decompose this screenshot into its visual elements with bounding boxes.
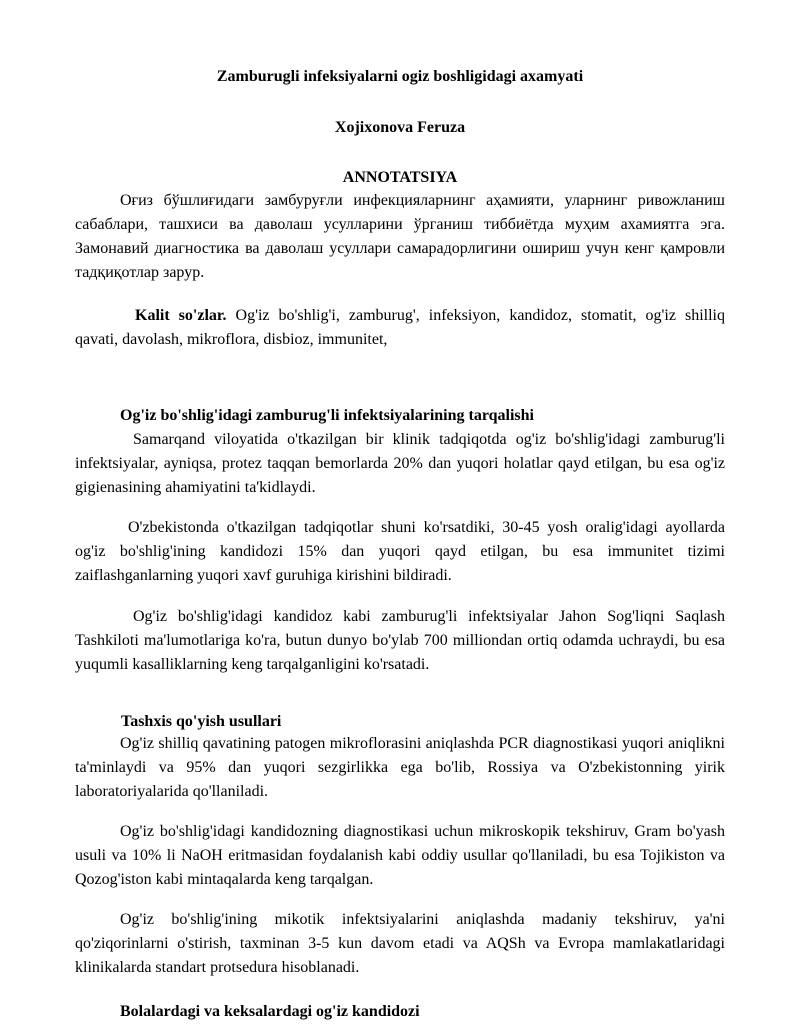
body-paragraph: O'zbekistonda o'tkazilgan tadqiqotlar shuni ko'rsatdiki, 30-45 yosh oralig'idagi ayollarda og'iz bo'shlig'ining kandidozi 15% dan yuqori qayd etilgan, bu esa immunitet tizimi zaiflashganlarning yuqori xavf guruhiga kirishini bildiradi. [75, 519, 725, 584]
body-paragraph: Og'iz bo'shlig'idagi kandidozning diagnostikasi uchun mikroskopik tekshiruv, Gram bo'yash usuli va 10% li NaOH eritmasidan foydalanish kabi oddiy usullar qo'llaniladi, bu esa Tojikiston va Qozog'iston kabi mintaqalarda keng tarqalgan. [75, 823, 725, 888]
keywords-label: Kalit so'zlar. [135, 307, 227, 324]
body-paragraph: Og'iz bo'shlig'ining mikotik infektsiyalarini aniqlashda madaniy tekshiruv, ya'ni qo'ziqorinlarni o'stirish, taxminan 3-5 kun davom etadi va AQSh va Evropa mamlakatlaridagi klinikalarda standart protsedura hisoblanadi. [75, 911, 725, 976]
document-title: Zamburugli infeksiyalarni ogiz boshligidagi axamyati [216, 68, 584, 85]
section-heading: Og'iz bo'shlig'idagi zamburug'li infektsiyalarining tarqalishi [120, 407, 534, 424]
annotation-heading: ANNOTATSIYA [342, 169, 458, 186]
section-heading: Tashxis qo'yish usullari [121, 713, 282, 730]
annotation-paragraph: Оғиз бўшлиғидаги замбуруғли инфекцияларнинг аҳамияти, уларнинг ривожланиш сабаблари, ташхиси ва даволаш усулларини ўрганиш тиббиётда муҳим ахамиятга эга. Замонавий диагностика ва даволаш усуллари самарадорлигини ошириш учун кенг қамровли тадқиқотлар зарур. [75, 192, 725, 281]
keywords-paragraph [75, 304, 725, 352]
body-paragraph: Og'iz shilliq qavatining patogen mikroflorasini aniqlashda PCR diagnostikasi yuqori aniqlikni ta'minlaydi va 95% dan yuqori sezgirlikka ega bo'lib, Rossiya va O'zbekistonning yirik laboratoriyalarida qo'llaniladi. [75, 735, 725, 800]
keywords-text: Og'iz bo'shlig'i, zamburug', infeksiyon, kandidoz, stomatit, og'iz shilliq qavati, davolash, mikroflora, disbioz, immunitet, [75, 307, 726, 348]
body-paragraph: Og'iz bo'shlig'idagi kandidoz kabi zamburug'li infektsiyalar Jahon Sog'liqni Saqlash Tashkiloti ma'lumotlariga ko'ra, butun dunyo bo'ylab 700 milliondan ortiq odamda uchraydi, bu esa yuqumli kasalliklarning keng tarqalganligini ko'rsatadi. [75, 608, 725, 673]
document-author: Xojixonova Feruza [334, 119, 466, 136]
body-paragraph: Samarqand viloyatida o'tkazilgan bir klinik tadqiqotda og'iz bo'shlig'idagi zamburug'li infektsiyalar, ayniqsa, protez taqqan bemorlarda 20% dan yuqori holatlar qayd etilgan, bu esa og'iz gigienasining ahamiyatini ta'kidlaydi. [75, 431, 725, 496]
section-heading: Bolalardagi va keksalardagi og'iz kandidozi [120, 1003, 420, 1020]
